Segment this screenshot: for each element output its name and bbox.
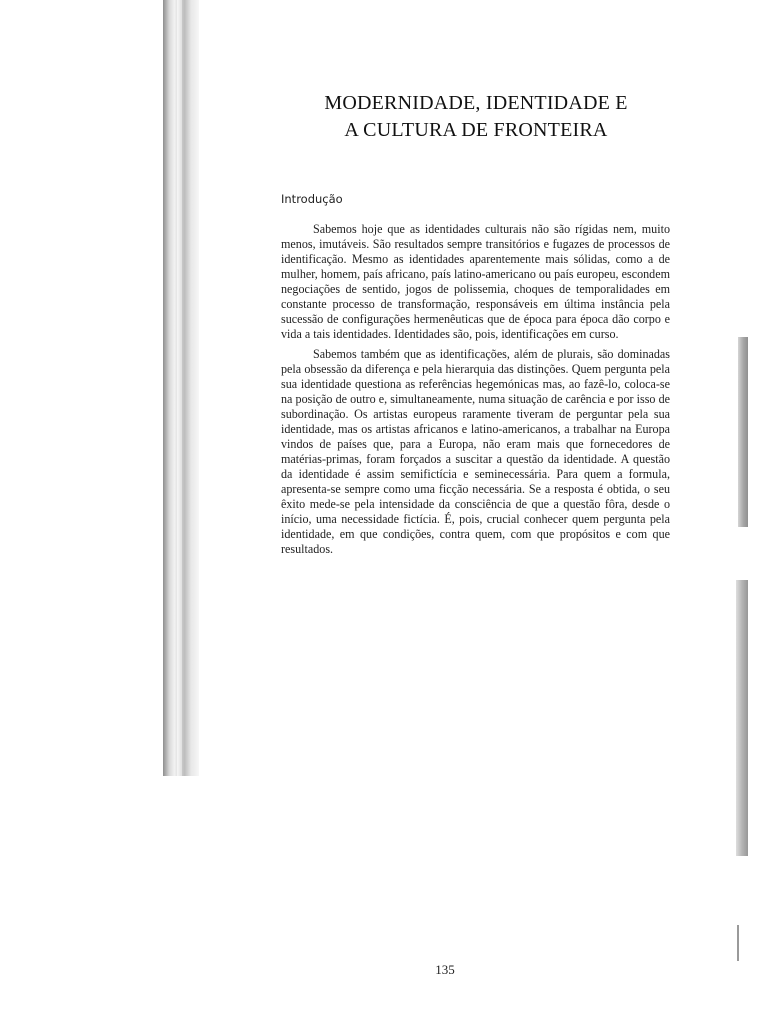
body-text <box>281 222 670 562</box>
scan-binding-shadow <box>163 0 199 776</box>
chapter-title <box>281 90 671 144</box>
paragraph-1: Sabemos hoje que as identidades culturais não são rígidas nem, muito menos, imutáveis. São resultados sempre transitórios e fugazes de processos de identificação. Mesmo as identidades aparentemente mais sólidas, como a de mulher, homem, país africano, país latino-americano ou país europeu, escondem negociações de sentido, jogos de polissemia, choques de temporalidades em constante processo de transformação, responsáveis em última instância pela sucessão de configurações hermenêuticas que de época para época dão corpo e vida a tais identidades. Identidades são, pois, identificações em curso. <box>281 222 670 341</box>
scan-edge-shadow-upper <box>738 337 748 527</box>
page-number: 135 <box>435 962 455 977</box>
paragraph-2: Sabemos também que as identificações, além de plurais, são dominadas pela obsessão da diferença e pela hierarquia das distinções. Quem pergunta pela sua identidade questiona as referências hegemónicas mas, ao fazê-lo, coloca-se na posição de outro e, simultaneamente, numa situação de carência e por isso de subordinação. Os artistas europeus raramente tiveram de perguntar pela sua identidade, mas os artistas africanos e latino-americanos, a trabalhar na Europa vindos de países que, para a Europa, não eram mais que fornecedores de matérias-primas, foram forçados a suscitar a questão da identidade. A questão da identidade é assim semifictícia e seminecessária. Para quem a formula, apresenta-se sempre como uma ficção necessária. Se a resposta é obtida, o seu êxito mede-se pela intensidade da consciência de que a questão fôra, desde o início, uma necessidade fictícia. É, pois, crucial conhecer quem pergunta pela identidade, em que condições, contra quem, com que propósitos e com que resultados. <box>281 347 670 556</box>
scan-edge-shadow-lower <box>736 580 748 856</box>
scan-edge-mark <box>737 925 739 961</box>
chapter-title-line-1: MODERNIDADE, IDENTIDADE E <box>324 92 628 114</box>
chapter-title-line-2: A CULTURA DE FRONTEIRA <box>344 119 608 141</box>
section-heading: Introdução <box>281 192 343 206</box>
